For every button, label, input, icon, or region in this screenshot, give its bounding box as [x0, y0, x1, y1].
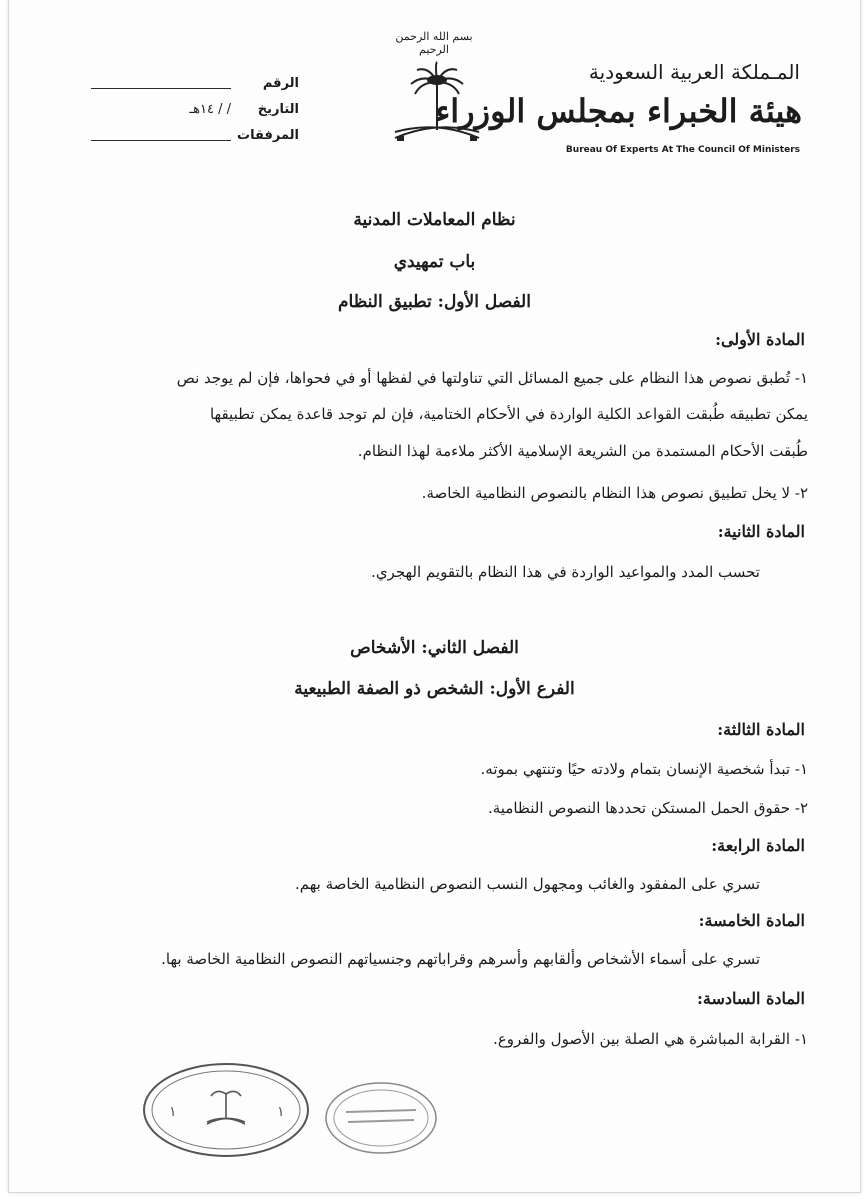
article-heading: المادة الثالثة: [717, 720, 805, 739]
article-heading: المادة الخامسة: [698, 911, 805, 930]
bureau-name-english: Bureau Of Experts At The Council Of Ministers [565, 145, 800, 155]
svg-text:١: ١ [169, 1104, 177, 1120]
left-official-seal [141, 1060, 311, 1160]
attachments-row [69, 122, 299, 148]
article-heading: المادة الرابعة: [711, 836, 805, 855]
attachments-line [91, 130, 231, 141]
right-official-seal [324, 1080, 439, 1155]
article-heading: المادة السادسة: [696, 989, 805, 1008]
number-label: الرقم [262, 75, 299, 91]
article-text-line: تسري على أسماء الأشخاص وألقابهم وأسرهم وقراباتهم وجنسياتهم النصوص النظامية الخاصة بها. [161, 950, 760, 968]
svg-text:١: ١ [277, 1104, 285, 1120]
saudi-emblem-icon [387, 60, 487, 160]
bureau-name-arabic: هيئة الخبراء بمجلس الوزراء [435, 92, 802, 130]
reference-fields [69, 70, 299, 148]
attachments-label: المرفقات [237, 127, 299, 143]
date-row [69, 96, 299, 122]
article-text-line: تسري على المفقود والغائب ومجهول النسب النصوص النظامية الخاصة بهم. [294, 875, 760, 893]
article-text-line: ١- القرابة المباشرة هي الصلة بين الأصول والفروع. [493, 1030, 808, 1048]
article-text-line: ١- تُطبق نصوص هذا النظام على جميع المسائل التي تناولتها في لفظها أو في فحواها، فإن لم يوجد نص [176, 369, 808, 387]
document-page [8, 0, 861, 1193]
chapter-title: الفصل الأول: تطبيق النظام [338, 292, 531, 312]
section-title: باب تمهيدي [393, 252, 476, 272]
number-line [91, 78, 231, 89]
article-heading: المادة الثانية: [717, 522, 805, 541]
article-text-line: ٢- حقوق الحمل المستكن تحددها النصوص النظامية. [487, 799, 808, 817]
document-title: نظام المعاملات المدنية [353, 210, 516, 230]
article-text-line: طُبقت الأحكام المستمدة من الشريعة الإسلامية الأكثر ملاءمة لهذا النظام. [357, 442, 808, 460]
branch-title: الفرع الأول: الشخص ذو الصفة الطبيعية [294, 679, 575, 699]
kingdom-name: المـملكة العربية السعودية [588, 60, 800, 84]
date-label: التاريخ [257, 101, 299, 117]
article-text-line: يمكن تطبيقه طُبقت القواعد الكلية الواردة في الأحكام الختامية، فإن لم توجد قاعدة يمكن تطبيقها [209, 405, 808, 423]
chapter-title: الفصل الثاني: الأشخاص [350, 638, 519, 658]
article-text-line: ١- تبدأ شخصية الإنسان بتمام ولادته حيًا وتنتهي بموته. [480, 760, 808, 778]
number-row [69, 70, 299, 96]
date-value: / / ١٤هـ [189, 101, 231, 117]
article-text-line: تحسب المدد والمواعيد الواردة في هذا النظام بالتقويم الهجري. [371, 563, 760, 581]
basmala: بسم الله الرحمن الرحيم [395, 30, 473, 56]
article-text-line: ٢- لا يخل تطبيق نصوص هذا النظام بالنصوص النظامية الخاصة. [421, 484, 808, 502]
article-heading: المادة الأولى: [715, 330, 805, 349]
